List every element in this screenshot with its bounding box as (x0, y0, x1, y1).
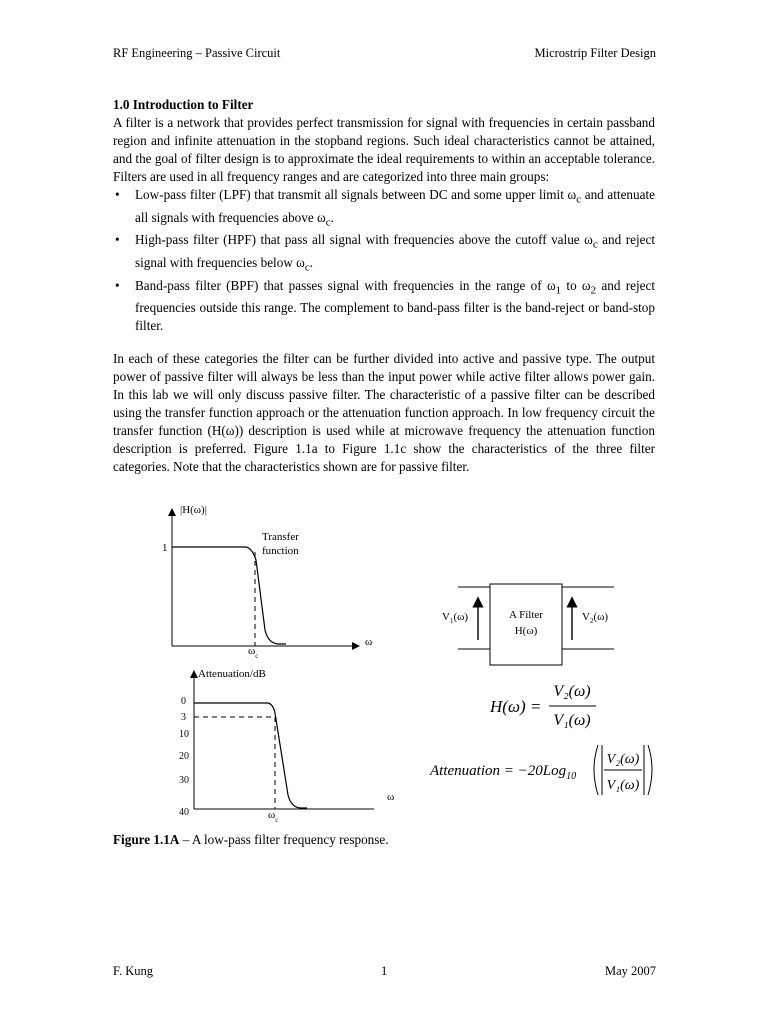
eq2-denominator: V₁(ω) (606, 778, 640, 793)
eq1-numerator: V₂(ω) (553, 683, 591, 700)
transfer-function-plot (162, 504, 372, 660)
top-y-label: |H(ω)| (180, 504, 207, 516)
eq2-numerator: V₂(ω) (606, 752, 640, 767)
page-number: 1 (381, 964, 388, 978)
y-tick-label: 20 (179, 751, 189, 762)
attenuation-equation (429, 745, 652, 795)
intro-paragraph: A filter is a network that provides perfect transmission for signal with frequencies in certain passband region and infinite attenuation in the stopband regions. Such ideal characteristics cannot be attained, and the goal of filter design is to approximate the ideal requirements to within an acceptable tolerance. Filters are used in all frequency ranges and are categorized into three main groups: (113, 115, 655, 184)
transfer-function-equation (489, 683, 596, 729)
y-tick-label: 40 (179, 807, 189, 818)
list-item: • Low-pass filter (LPF) that transmit all signals between DC and some upper limit $\omega_c$ and attenuate all signals with frequencies above $\omega_c$. (135, 186, 655, 231)
top-y-tick: 1 (162, 542, 168, 554)
eq1-lhs: H(ω) = (490, 697, 542, 716)
y-tick-label: 10 (179, 729, 189, 740)
header-left: RF Engineering – Passive Circuit (113, 46, 281, 60)
curve-label-2: function (262, 545, 299, 557)
section-title: 1.0 Introduction to Filter (113, 97, 254, 112)
figure-caption: Figure 1.1A – A low-pass filter frequency response. (113, 832, 389, 847)
attenuation-curve (194, 703, 307, 808)
eq1-denominator: V₁(ω) (553, 712, 591, 729)
eq2-lhs: Attenuation = −20Log$_{10}$ (430, 763, 577, 782)
bottom-cutoff-label: $\omega_c$ (268, 809, 279, 824)
filter-box-label-2: H(ω) (514, 625, 538, 637)
attenuation-plot (179, 668, 394, 824)
filter-box-label-1: A Filter (509, 609, 543, 621)
curve-label-1: Transfer (262, 531, 299, 543)
list-item: • High-pass filter (HPF) that pass all signal with frequencies above the cutoff value $\omega_c$ and reject signal with frequencies below $\omega_c$. (135, 231, 655, 276)
header-right: Microstrip Filter Design (534, 46, 656, 60)
footer-author: F. Kung (113, 964, 153, 978)
filter-block-diagram (442, 584, 614, 665)
top-cutoff-label: $\omega_c$ (248, 645, 259, 660)
top-x-label: ω (365, 636, 373, 648)
footer-date: May 2007 (604, 964, 656, 978)
transfer-curve (172, 547, 286, 644)
left-paren (594, 745, 598, 795)
y-tick-label: 3 (181, 712, 186, 723)
y-tick-label: 0 (181, 696, 186, 707)
bottom-y-label: Attenuation/dB (198, 668, 266, 680)
right-paren (648, 745, 652, 795)
v2-label: $V_2(\omega)$ (582, 611, 609, 625)
v1-label: $V_1(\omega)$ (442, 611, 469, 625)
list-item: • Band-pass filter (BPF) that passes signal with frequencies in the range of $\omega_1$ to $\omega_2$ and reject frequencies outside this range. The complement to band-pass filter is the band-reject or band-stop filter. (135, 277, 655, 336)
y-tick-label: 30 (179, 775, 189, 786)
bottom-x-label: ω (387, 791, 395, 803)
body-paragraph: In each of these categories the filter can be further divided into active and passive type. The output power of passive filter will always be less than the input power while active filter allows power gain. In this lab we will only discuss passive filter. The characteristic of a passive filter can be described using the transfer function approach or the attenuation function approach. In low frequency circuit the transfer function (H(ω)) description is used while at microwave frequency the attenuation function description is preferred. Figure 1.1a to Figure 1.1c show the characteristics of the three filter categories. Note that the characteristics shown are for passive filter. (113, 351, 655, 474)
